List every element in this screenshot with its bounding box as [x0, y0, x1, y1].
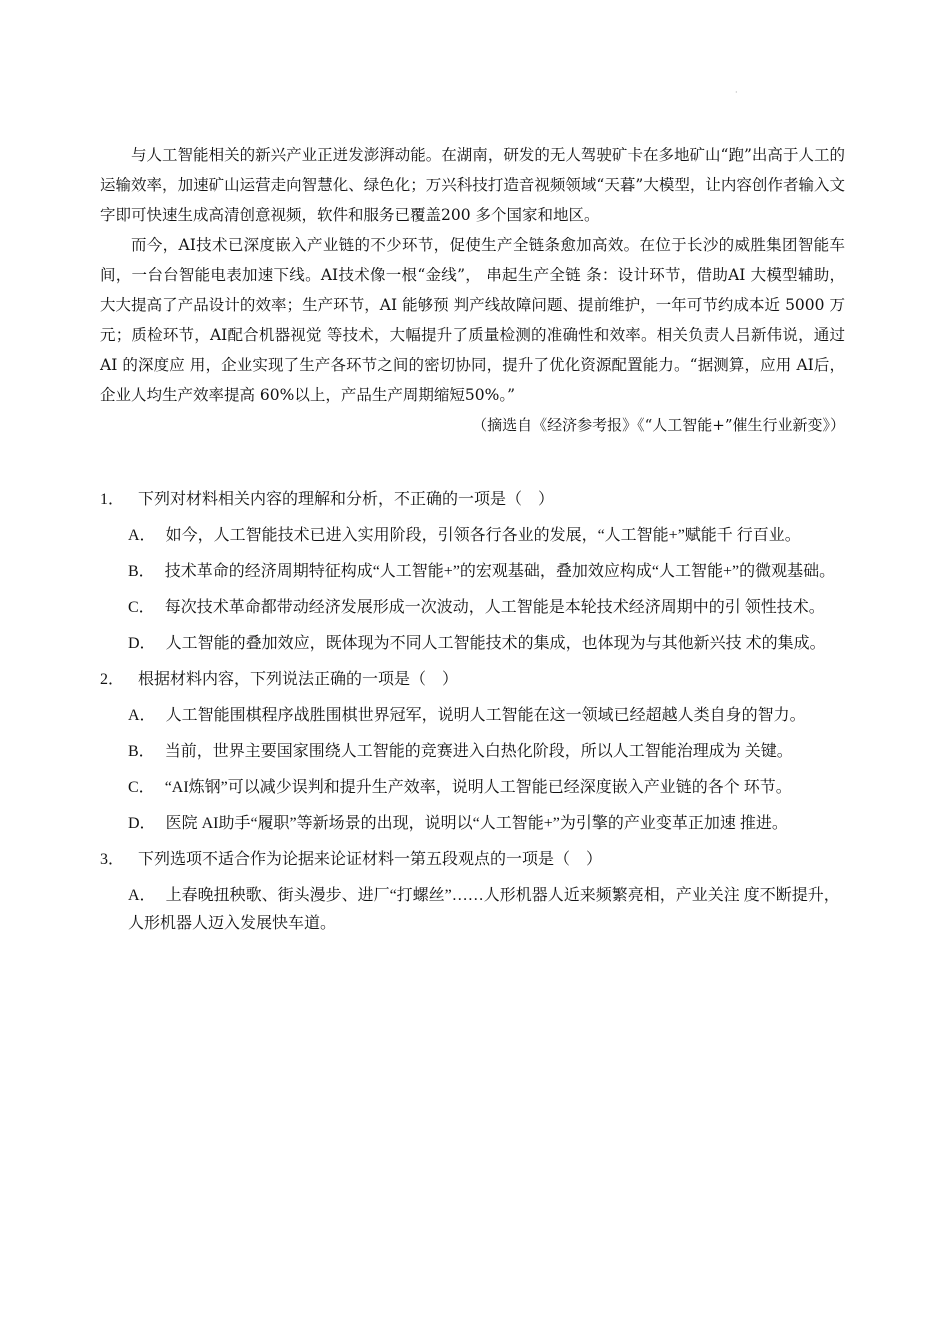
option-d	[128, 630, 840, 658]
question-text: 根据材料内容，下列说法正确的一项是（ ）	[138, 671, 459, 688]
question-stem	[100, 486, 850, 514]
reading-passage	[100, 140, 845, 440]
header-mark: ·	[735, 88, 738, 97]
question-stem	[100, 666, 850, 694]
option-letter: D．	[128, 815, 156, 832]
passage-paragraph: 与人工智能相关的新兴产业正迸发澎湃动能。在湖南，研发的无人驾驶矿卡在多地矿山“跑”出高于人工的运输效率，加速矿山运营走向智慧化、绿色化；万兴科技打造音视频领域“天暮”大模型，让内容创作者输入文字即可快速生成高清创意视频，软件和服务已覆盖200 多个国家和地区。	[100, 146, 845, 224]
question-stem	[100, 846, 850, 874]
option-letter: A．	[128, 887, 156, 904]
option-text: 当前，世界主要国家围绕人工智能的竞赛进入白热化阶段，所以人工智能治理成为 关键。	[164, 743, 793, 760]
question-text: 下列选项不适合作为论据来论证材料一第五段观点的一项是（ ）	[138, 851, 603, 868]
passage-paragraph: 而今，AI技术已深度嵌入产业链的不少环节，促使生产全链条愈加高效。在位于长沙的威胜集团智能车间，一台台智能电表加速下线。AI技术像一根“金线”， 串起生产全链 条：设计环节，借助AI 大模型辅助，大大提高了产品设计的效率；生产环节，AI 能够预 判产线故障问题、提前维护，一年可节约成本近 5000 万元；质检环节，AI配合机器视觉 等技术，大幅提升了质量检测的准确性和效率。相关负责人吕新伟说，通过 AI 的深度应 用，企业实现了生产各环节之间的密切协同，提升了优化资源配置能力。“据测算，应用 AI后，企业人均生产效率提高 60%以上，产品生产周期缩短50%。”	[100, 236, 845, 404]
option-text: 如今，人工智能技术已进入实用阶段，引领各行各业的发展，“人工智能+”赋能千 行百业。	[165, 527, 801, 544]
question-1	[100, 486, 850, 658]
option-letter: A．	[128, 707, 156, 724]
option-letter: B．	[128, 563, 155, 580]
option-text: 医院 AI助手“履职”等新场景的出现，说明以“人工智能+”为引擎的产业变革正加速 推进。	[165, 815, 788, 832]
question-text: 下列对材料相关内容的理解和分析，不正确的一项是（ ）	[138, 491, 555, 508]
question-number: 1．	[100, 491, 125, 508]
option-c	[128, 774, 840, 802]
option-a	[128, 702, 840, 730]
option-letter: A．	[128, 527, 156, 544]
option-text: 人工智能围棋程序战胜围棋世界冠军，说明人工智能在这一领域已经超越人类自身的智力。	[165, 707, 806, 724]
option-text: 技术革命的经济周期特征构成“人工智能+”的宏观基础，叠加效应构成“人工智能+”的微观基础。	[164, 563, 836, 580]
option-b	[128, 558, 840, 586]
option-letter: B．	[128, 743, 155, 760]
option-letter: C．	[128, 779, 155, 796]
question-list	[100, 486, 850, 946]
option-a	[128, 522, 840, 550]
question-3	[100, 846, 850, 938]
option-text: “AI炼钢”可以减少误判和提升生产效率，说明人工智能已经深度嵌入产业链的各个 环节。	[164, 779, 792, 796]
option-text: 上春晚扭秧歌、街头漫步、进厂“打螺丝”……人形机器人近来频繁亮相，产业关注 度不断提升，人形机器人迈入发展快车道。	[128, 887, 840, 932]
option-d	[128, 810, 840, 838]
option-text: 人工智能的叠加效应，既体现为不同人工智能技术的集成，也体现为与其他新兴技 术的集成。	[165, 635, 826, 652]
option-letter: C．	[128, 599, 155, 616]
question-number: 2．	[100, 671, 125, 688]
question-number: 3．	[100, 851, 125, 868]
question-2	[100, 666, 850, 838]
passage-source: （摘选自《经济参考报》《“人工智能+”催生行业新变》）	[472, 416, 845, 434]
option-letter: D．	[128, 635, 156, 652]
option-c	[128, 594, 840, 622]
option-b	[128, 738, 840, 766]
option-a	[128, 882, 840, 938]
option-text: 每次技术革命都带动经济发展形成一次波动，人工智能是本轮技术经济周期中的引 领性技术。	[164, 599, 825, 616]
